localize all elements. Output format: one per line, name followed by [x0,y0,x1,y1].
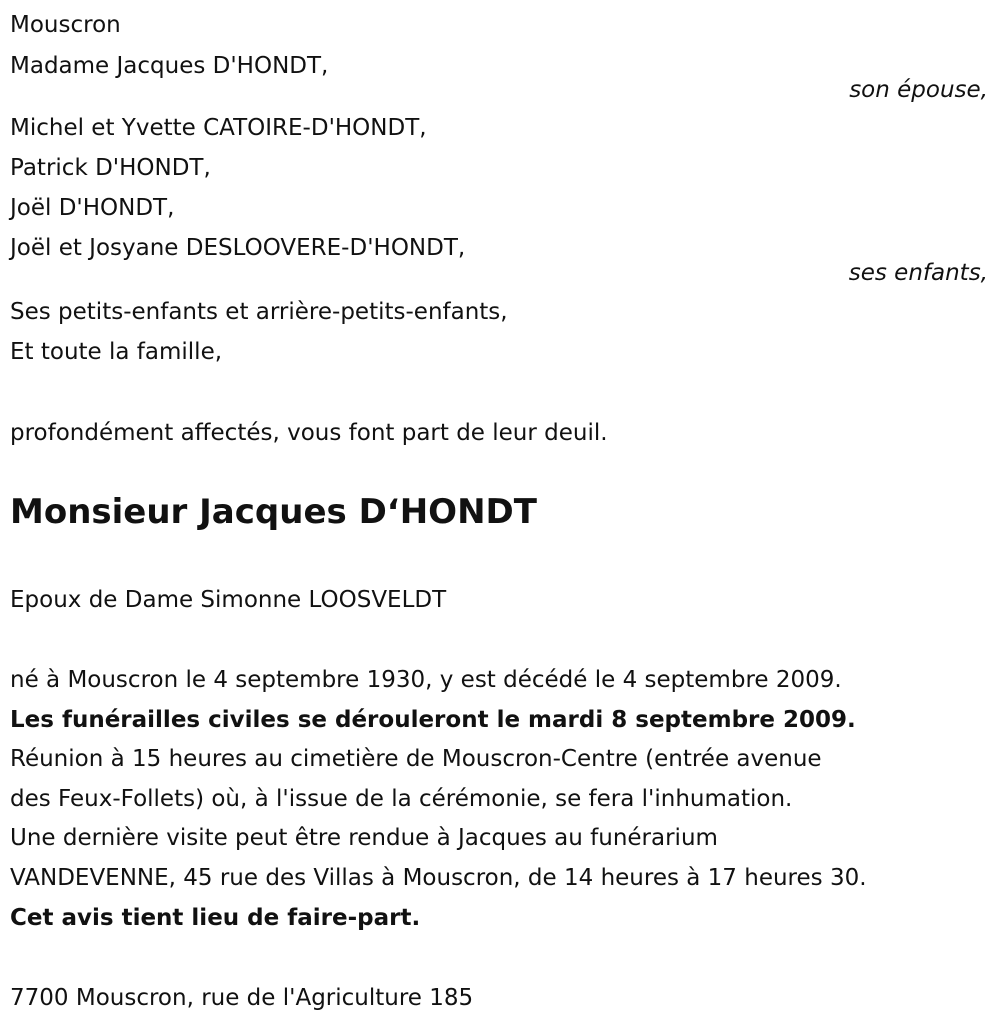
meeting-line-1: Réunion à 15 heures au cimetière de Mouscron-Centre (entrée avenue [10,746,822,772]
whole-family: Et toute la famille, [10,339,223,365]
visit-line-1: Une dernière visite peut être rendue à Jacques au funérarium [10,825,718,851]
spouse-role: son épouse, [849,77,988,103]
children-role: ses enfants, [848,260,988,286]
birth-death: né à Mouscron le 4 septembre 1930, y est décédé le 4 septembre 2009. [10,667,842,693]
visit-line-2: VANDEVENNE, 45 rue des Villas à Mouscron, de 14 heures à 17 heures 30. [10,865,867,891]
deceased-name: Monsieur Jacques D‘HONDT [10,492,537,532]
city: Mouscron [10,12,121,38]
funeral-date: Les funérailles civiles se dérouleront le mardi 8 septembre 2009. [10,707,856,733]
address: 7700 Mouscron, rue de l'Agriculture 185 [10,985,474,1011]
meeting-line-2: des Feux-Follets) où, à l'issue de la cérémonie, se fera l'inhumation. [10,786,793,812]
announcement: profondément affectés, vous font part de leur deuil. [10,420,608,446]
spouse-of: Epoux de Dame Simonne LOOSVELDT [10,587,447,613]
child-3: Joël D'HONDT, [10,195,175,221]
grandchildren: Ses petits-enfants et arrière-petits-enfants, [10,299,508,325]
notice: Cet avis tient lieu de faire-part. [10,905,421,931]
child-2: Patrick D'HONDT, [10,155,211,181]
child-4: Joël et Josyane DESLOOVERE-D'HONDT, [10,235,466,261]
child-1: Michel et Yvette CATOIRE-D'HONDT, [10,115,427,141]
spouse-name: Madame Jacques D'HONDT, [10,53,329,79]
